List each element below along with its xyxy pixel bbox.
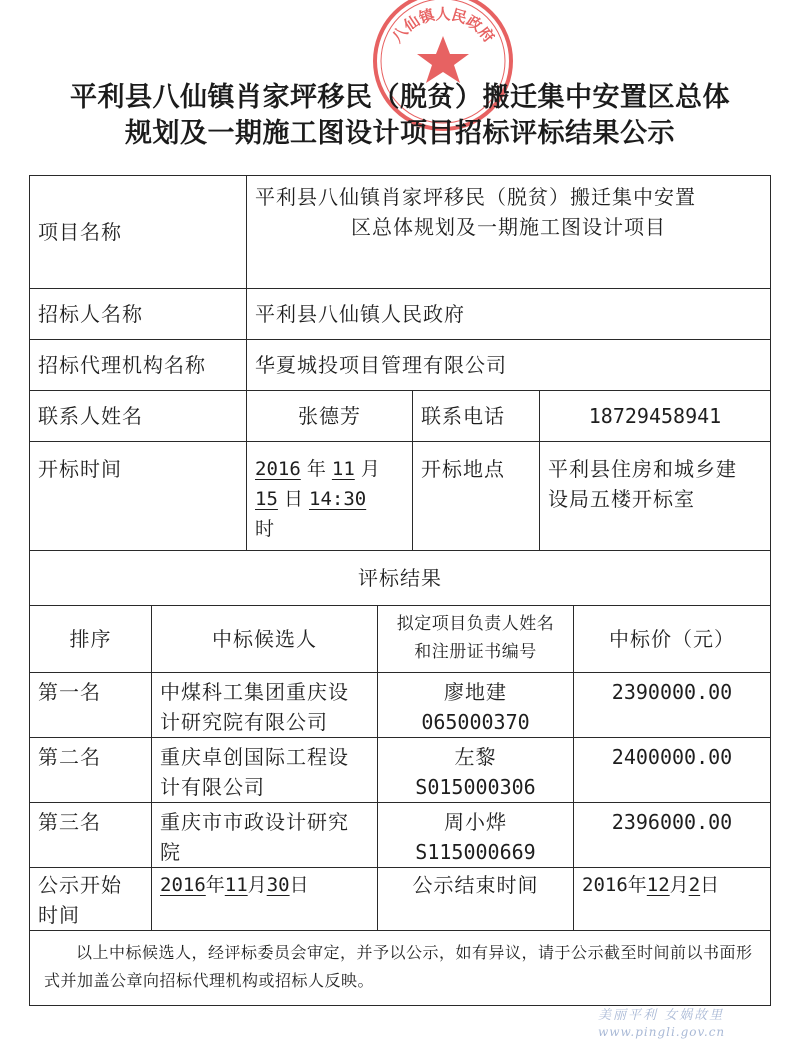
candidate-line2: 计有限公司 bbox=[160, 775, 265, 799]
manager-cert: 065000370 bbox=[421, 710, 530, 734]
watermark-url: www.pingli.gov.cn bbox=[598, 1025, 726, 1039]
open-place-line2: 设局五楼开标室 bbox=[548, 487, 695, 511]
candidate-line2: 院 bbox=[160, 840, 181, 864]
start-day: 30 bbox=[266, 874, 290, 896]
table-row-candidate bbox=[151, 737, 378, 803]
open-time-year: 2016 bbox=[255, 458, 301, 480]
open-time-month: 11 bbox=[331, 458, 355, 480]
header-price: 中标价（元） bbox=[573, 605, 771, 673]
svg-text:八仙镇人民政府: 八仙镇人民政府 bbox=[387, 4, 499, 47]
end-year: 2016 bbox=[582, 874, 628, 896]
open-time-year-unit: 年 bbox=[306, 458, 326, 480]
open-time-clock: 14:30 bbox=[309, 488, 367, 510]
table-row-candidate bbox=[151, 802, 378, 868]
header-rank: 排序 bbox=[29, 605, 152, 673]
tenderer-label: 招标人名称 bbox=[29, 288, 247, 340]
start-month-unit: 月 bbox=[247, 874, 267, 896]
end-month-unit: 月 bbox=[669, 874, 689, 896]
publicity-end-label: 公示结束时间 bbox=[377, 867, 574, 931]
page-title-line2: 规划及一期施工图设计项目招标评标结果公示 bbox=[125, 118, 675, 149]
watermark-slogan: 美丽平利 女娲故里 bbox=[598, 1008, 725, 1023]
start-year-unit: 年 bbox=[205, 874, 225, 896]
open-time-day: 15 bbox=[255, 488, 278, 510]
header-manager-line2: 和注册证书编号 bbox=[414, 642, 537, 662]
open-place-label: 开标地点 bbox=[412, 441, 540, 551]
table-row-rank: 第三名 bbox=[29, 802, 152, 868]
table-row-price: 2400000.00 bbox=[573, 737, 771, 803]
manager-cert: S015000306 bbox=[415, 775, 536, 799]
start-day-unit: 日 bbox=[289, 874, 309, 896]
candidate-line1: 中煤科工集团重庆设 bbox=[160, 680, 349, 704]
table-row-candidate bbox=[151, 672, 378, 738]
agency-value: 华夏城投项目管理有限公司 bbox=[246, 339, 771, 391]
phone-label: 联系电话 bbox=[412, 390, 540, 442]
agency-label: 招标代理机构名称 bbox=[29, 339, 247, 391]
project-name-label: 项目名称 bbox=[29, 175, 247, 289]
tenderer-value: 平利县八仙镇人民政府 bbox=[246, 288, 771, 340]
contact-label: 联系人姓名 bbox=[29, 390, 247, 442]
open-time-day-unit: 日 bbox=[283, 488, 303, 510]
site-watermark bbox=[598, 1008, 794, 1040]
header-candidate: 中标候选人 bbox=[151, 605, 378, 673]
project-name-line2: 区总体规划及一期施工图设计项目 bbox=[351, 215, 666, 239]
publicity-end-value bbox=[573, 867, 771, 931]
start-year: 2016 bbox=[160, 874, 206, 896]
page-title-line1: 平利县八仙镇肖家坪移民（脱贫）搬迁集中安置区总体 bbox=[70, 82, 730, 113]
manager-name: 左黎 bbox=[454, 745, 497, 769]
table-row-price: 2390000.00 bbox=[573, 672, 771, 738]
table-row-price: 2396000.00 bbox=[573, 802, 771, 868]
publicity-start-label-line2: 时间 bbox=[38, 903, 80, 927]
end-day: 2 bbox=[688, 874, 701, 896]
open-time-clock-unit: 时 bbox=[255, 518, 275, 540]
candidate-line1: 重庆市市政设计研究 bbox=[160, 810, 349, 834]
table-row-rank: 第一名 bbox=[29, 672, 152, 738]
table-row-rank: 第二名 bbox=[29, 737, 152, 803]
manager-name: 廖地建 bbox=[444, 680, 507, 704]
end-month: 12 bbox=[646, 874, 670, 896]
manager-cert: S115000669 bbox=[415, 840, 536, 864]
header-manager-line1: 拟定项目负责人姓名 bbox=[396, 614, 555, 634]
contact-value: 张德芳 bbox=[246, 390, 413, 442]
phone-value: 18729458941 bbox=[539, 390, 771, 442]
manager-name: 周小烨 bbox=[444, 810, 507, 834]
candidate-line2: 计研究院有限公司 bbox=[160, 710, 328, 734]
publicity-start-label bbox=[29, 867, 152, 931]
table-row-manager bbox=[377, 672, 574, 738]
table-row-manager bbox=[377, 802, 574, 868]
open-time-month-unit: 月 bbox=[360, 458, 380, 480]
header-manager bbox=[377, 605, 574, 673]
results-section-title: 评标结果 bbox=[29, 550, 771, 606]
publicity-start-value bbox=[151, 867, 378, 931]
project-name-value bbox=[246, 175, 771, 289]
candidate-line1: 重庆卓创国际工程设 bbox=[160, 745, 349, 769]
start-month: 11 bbox=[224, 874, 248, 896]
publicity-start-label-line1: 公示开始 bbox=[38, 873, 122, 897]
table-row-manager bbox=[377, 737, 574, 803]
project-name-line1: 平利县八仙镇肖家坪移民（脱贫）搬迁集中安置 bbox=[255, 185, 696, 209]
open-time-label: 开标时间 bbox=[29, 441, 247, 551]
open-time-value bbox=[246, 441, 413, 551]
notice-text: 以上中标候选人，经评标委员会审定，并予以公示，如有异议，请于公示截至时间前以书面形式并加盖公章向招标代理机构或招标人反映。 bbox=[29, 930, 771, 1006]
open-place-value bbox=[539, 441, 771, 551]
open-place-line1: 平利县住房和城乡建 bbox=[548, 457, 737, 481]
end-year-unit: 年 bbox=[627, 874, 647, 896]
end-day-unit: 日 bbox=[700, 874, 720, 896]
